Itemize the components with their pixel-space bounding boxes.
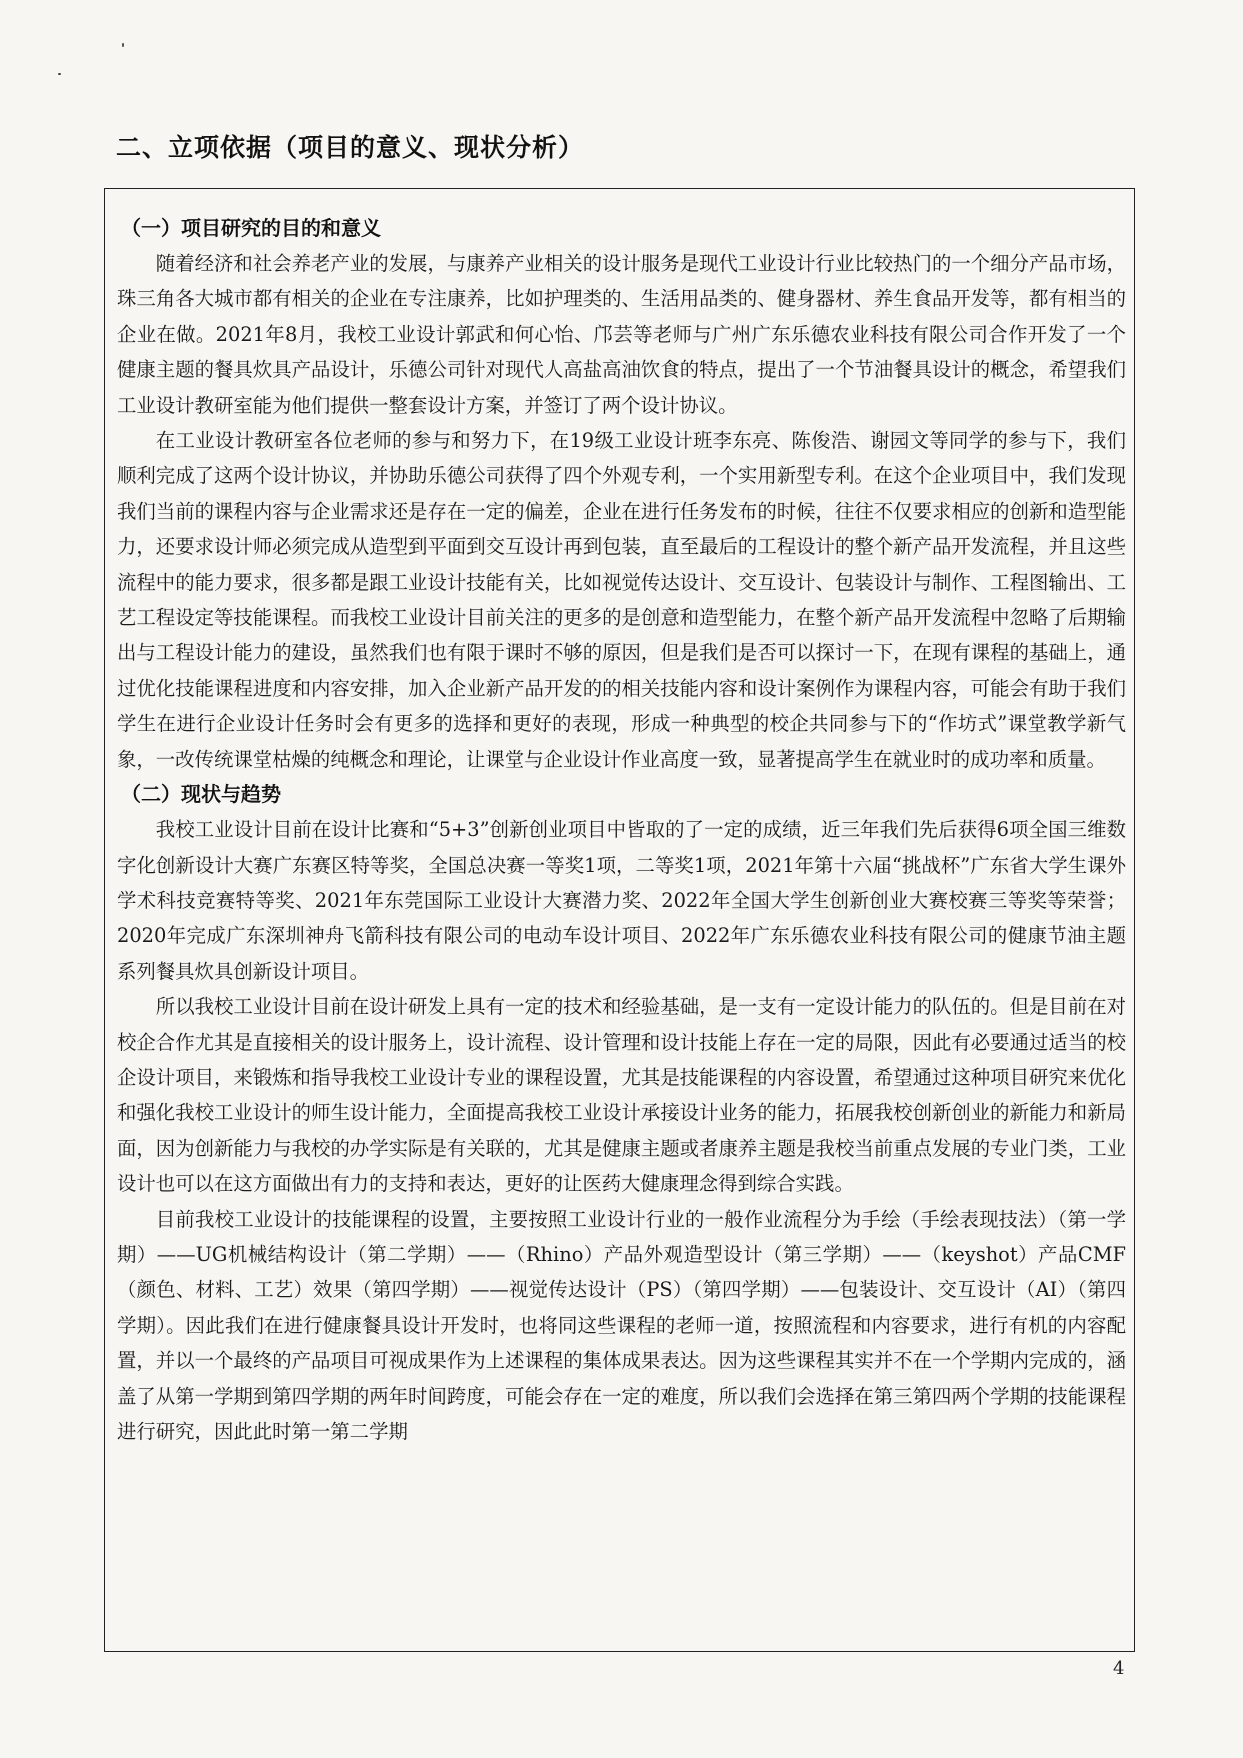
scan-speck [122, 43, 124, 47]
paragraph: 在工业设计教研室各位老师的参与和努力下，在19级工业设计班李东亮、陈俊浩、谢园文等同学的参与下，我们顺利完成了这两个设计协议，并协助乐德公司获得了四个外观专利，一个实用新型专利。在这个企业项目中，我们发现我们当前的课程内容与企业需求还是存在一定的偏差，企业在进行任务发布的时候，往往不仅要求相应的创新和造型能力，还要求设计师必须完成从造型到平面到交互设计再到包装，直至最后的工程设计的整个新产品开发流程，并且这些流程中的能力要求，很多都是跟工业设计技能有关，比如视觉传达设计、交互设计、包装设计与制作、工程图输出、工艺工程设定等技能课程。而我校工业设计目前关注的更多的是创意和造型能力，在整个新产品开发流程中忽略了后期输出与工程设计能力的建设，虽然我们也有限于课时不够的原因，但是我们是否可以探讨一下，在现有课程的基础上，通过优化技能课程进度和内容安排，加入企业新产品开发的的相关技能内容和设计案例作为课程内容，可能会有助于我们学生在进行企业设计任务时会有更多的选择和更好的表现，形成一种典型的校企共同参与下的“作坊式”课堂教学新气象，一改传统课堂枯燥的纯概念和理论，让课堂与企业设计作业高度一致，显著提高学生在就业时的成功率和质量。 [117, 429, 1126, 771]
paragraph: 随着经济和社会养老产业的发展，与康养产业相关的设计服务是现代工业设计行业比较热门的一个细分产品市场，珠三角各大城市都有相关的企业在专注康养，比如护理类的、生活用品类的、健身器材、养生食品开发等，都有相当的企业在做。2021年8月，我校工业设计郭武和何心怡、邝芸等老师与广州广东乐德农业科技有限公司合作开发了一个健康主题的餐具炊具产品设计，乐德公司针对现代人高盐高油饮食的特点，提出了一个节油餐具设计的概念，希望我们工业设计教研室能为他们提供一整套设计方案，并签订了两个设计协议。 [117, 252, 1126, 417]
scan-speck [58, 73, 61, 75]
content-box [104, 188, 1135, 1652]
subsection-heading-status: （二）现状与趋势 [121, 782, 281, 807]
paragraph: 所以我校工业设计目前在设计研发上具有一定的技术和经验基础，是一支有一定设计能力的队伍的。但是目前在对校企合作尤其是直接相关的设计服务上，设计流程、设计管理和设计技能上存在一定的局限，因此有必要通过适当的校企设计项目，来锻炼和指导我校工业设计专业的课程设置，尤其是技能课程的内容设置，希望通过这种项目研究来优化和强化我校工业设计的师生设计能力，全面提高我校工业设计承接设计业务的能力，拓展我校创新创业的新能力和新局面，因为创新能力与我校的办学实际是有关联的，尤其是健康主题或者康养主题是我校当前重点发展的专业门类，工业设计也可以在这方面做出有力的支持和表达，更好的让医药大健康理念得到综合实践。 [117, 995, 1126, 1196]
subsection-heading-purpose: （一）项目研究的目的和意义 [121, 216, 381, 240]
section-title: 二、立项依据（项目的意义、现状分析） [116, 133, 585, 162]
paragraph: 目前我校工业设计的技能课程的设置，主要按照工业设计行业的一般作业流程分为手绘（手绘表现技法）（第一学期）——UG机械结构设计（第二学期）——（Rhino）产品外观造型设计（第三学期）——（keyshot）产品CMF（颜色、材料、工艺）效果（第四学期）——视觉传达设计（PS）（第四学期）——包装设计、交互设计（AI）（第四学期）。因此我们在进行健康餐具设计开发时，也将同这些课程的老师一道，按照流程和内容要求，进行有机的内容配置，并以一个最终的产品项目可视成果作为上述课程的集体成果表达。因为这些课程其实并不在一个学期内完成的，涵盖了从第一学期到第四学期的两年时间跨度，可能会存在一定的难度，所以我们会选择在第三第四两个学期的技能课程进行研究，因此此时第一第二学期 [117, 1207, 1126, 1443]
page-number: 4 [1113, 1658, 1125, 1679]
paragraph: 我校工业设计目前在设计比赛和“5+3”创新创业项目中皆取的了一定的成绩，近三年我们先后获得6项全国三维数字化创新设计大赛广东赛区特等奖，全国总决赛一等奖1项，二等奖1项，2021年第十六届“挑战杯”广东省大学生课外学术科技竞赛特等奖、2021年东莞国际工业设计大赛潜力奖、2022年全国大学生创新创业大赛校赛三等奖等荣誉；2020年完成广东深圳神舟飞箭科技有限公司的电动车设计项目、2022年广东乐德农业科技有限公司的健康节油主题系列餐具炊具创新设计项目。 [117, 818, 1126, 983]
